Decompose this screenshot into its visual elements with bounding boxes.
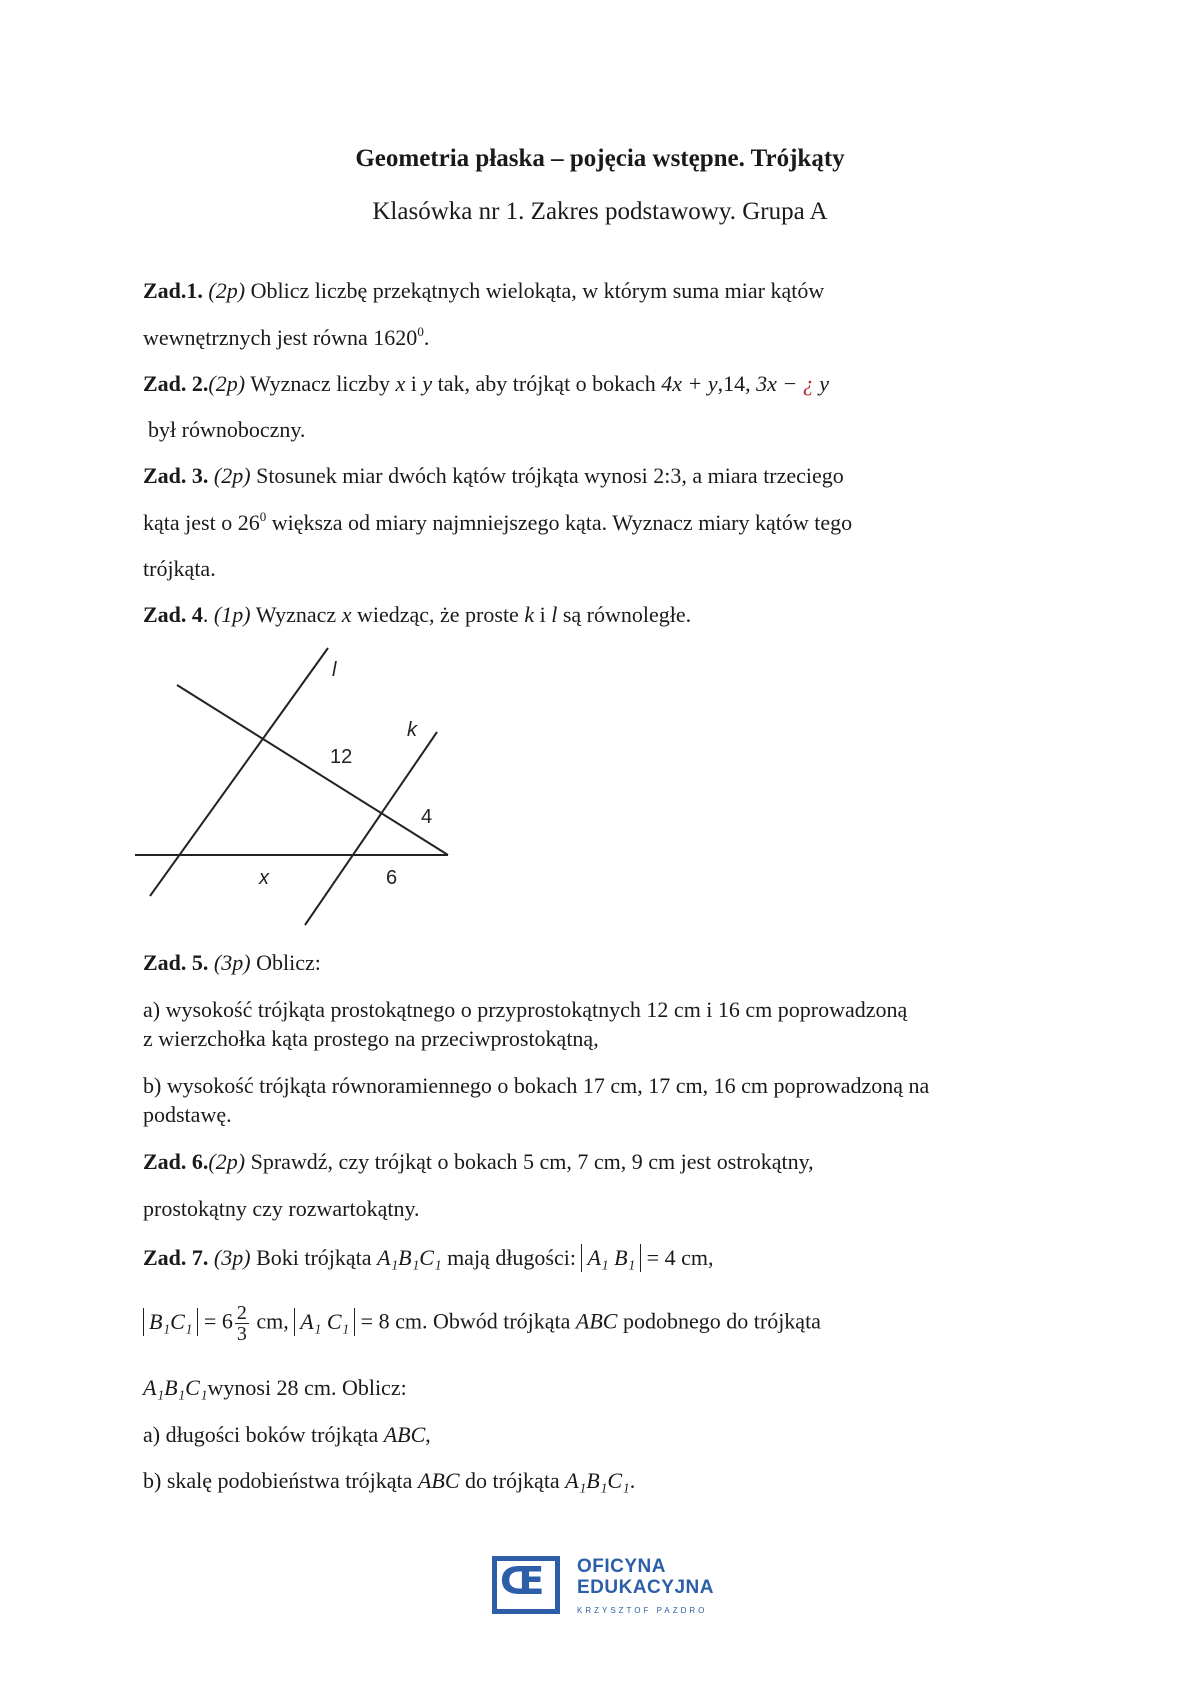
- page-subtitle: Klasówka nr 1. Zakres podstawowy. Grupa A: [372, 198, 828, 225]
- conj-i-4: i: [539, 602, 546, 627]
- task-7a-text: a) długości boków trójkąta: [143, 1422, 379, 1447]
- task-1-text: Oblicz liczbę przekątnych wielokąta, w którym suma miar kątów: [250, 278, 825, 303]
- transversal-line: [177, 685, 448, 855]
- task-3-line-2: [143, 510, 852, 536]
- var-l: l: [551, 602, 558, 627]
- task-7-text-e: wynosi 28 cm. Oblicz:: [207, 1375, 407, 1400]
- expr-3: y: [819, 371, 829, 396]
- task-4-points: (1p): [213, 602, 251, 627]
- task-7-text-d: podobnego do trójkąta: [622, 1308, 821, 1334]
- var-x-4: x: [341, 602, 352, 627]
- fraction-denominator: 3: [236, 1323, 247, 1345]
- task-6-text: Sprawdź, czy trójkąt o bokach 5 cm, 7 cm, 9 cm jest ostrokątny,: [250, 1149, 814, 1174]
- triangle-a1b1c1-3: A₁B₁C₁: [565, 1468, 630, 1493]
- task-7-text-a: Boki trójkąta: [256, 1245, 372, 1270]
- task-7b-text: b) skalę podobieństwa trójkąta: [143, 1468, 413, 1493]
- abs-b1c1: B₁C₁: [143, 1308, 198, 1336]
- task-6-points: (2p): [208, 1149, 246, 1174]
- fraction-numerator: 2: [236, 1302, 247, 1324]
- task-3-points: (2p): [213, 463, 251, 488]
- abs-a1c1: A₁ C₁: [294, 1308, 355, 1336]
- task-3-label: Zad. 3.: [143, 463, 209, 488]
- degree-sup-2: 0: [259, 509, 267, 524]
- task-3-text-b1: kąta jest o 26: [143, 510, 260, 535]
- task-3-line-1: [143, 463, 844, 489]
- task-1-points: (2p): [208, 278, 246, 303]
- expr-1: 4x + y: [661, 371, 718, 396]
- label-4: 4: [421, 806, 433, 828]
- task-5a-line-1: a) wysokość trójkąta prostokątnego o przyprostokątnych 12 cm i 16 cm poprowadzoną: [143, 997, 908, 1022]
- task-7-line-1: [143, 1244, 713, 1272]
- task-7a: [143, 1422, 431, 1448]
- triangle-abc-2: ABC: [383, 1422, 426, 1447]
- task-2-line-1: [143, 371, 829, 397]
- task-4-text-b: wiedząc, że proste: [356, 602, 519, 627]
- task-2-points: (2p): [208, 371, 246, 396]
- task-4-text-c: są równoległe.: [562, 602, 692, 627]
- task-5b-line-1: b) wysokość trójkąta równoramiennego o bokach 17 cm, 17 cm, 16 cm poprowadzoną na: [143, 1073, 930, 1098]
- logo-line-1: OFICYNA: [577, 1556, 666, 1577]
- logo-mark-icon: Œ: [500, 1559, 545, 1603]
- task-5b-line-2: podstawę.: [143, 1102, 232, 1127]
- expr-sep: ,14,: [717, 371, 751, 396]
- triangle-a1b1c1: A₁B₁C₁: [377, 1245, 442, 1270]
- triangle-abc-3: ABC: [417, 1468, 460, 1493]
- task-5-text: Oblicz:: [256, 950, 321, 975]
- task-7-text-b: mają długości:: [447, 1245, 576, 1270]
- task-7-line-2: [143, 1303, 821, 1344]
- task-7-line-3: [143, 1375, 407, 1401]
- task-7b: [143, 1468, 635, 1494]
- fraction-two-thirds: [235, 1303, 249, 1344]
- task-1-label: Zad.1.: [143, 278, 203, 303]
- task-6-line-2: prostokątny czy rozwartokątny.: [143, 1196, 420, 1221]
- line-l: [150, 648, 328, 896]
- triangle-a1b1c1-2: A₁B₁C₁: [143, 1375, 208, 1400]
- b1c1-eq: = 6: [203, 1308, 233, 1334]
- task-7a-end: ,: [425, 1422, 431, 1447]
- task-7b-mid: do trójkąta: [465, 1468, 560, 1493]
- a1b1-value: = 4 cm,: [646, 1245, 714, 1270]
- task-2-label: Zad. 2.: [143, 371, 209, 396]
- logo-line-2: EDUKACYJNA: [577, 1577, 714, 1598]
- triangle-abc: ABC: [575, 1308, 618, 1334]
- task-7-text-c: Obwód trójkąta: [432, 1308, 571, 1334]
- broken-glyph: ¿: [802, 371, 814, 396]
- task-2-text-b: tak, aby trójkąt o bokach: [437, 371, 656, 396]
- expr-2: 3x −: [756, 371, 798, 396]
- task-7b-end: .: [629, 1468, 636, 1493]
- page-title: Geometria płaska – pojęcia wstępne. Trójkąty: [355, 145, 845, 172]
- task-4-dot: .: [202, 602, 209, 627]
- var-k: k: [524, 602, 535, 627]
- var-y: y: [422, 371, 433, 396]
- task-1-text-2: wewnętrznych jest równa 1620: [143, 325, 418, 350]
- task-2-line-2: był równoboczny.: [148, 417, 306, 442]
- parallel-lines-figure: [135, 640, 465, 930]
- task-1-line-2: [143, 325, 429, 351]
- task-6-line-1: [143, 1149, 814, 1175]
- task-3-text-b2: większa od miary najmniejszego kąta. Wyznacz miary kątów tego: [271, 510, 853, 535]
- publisher-logo: [492, 1556, 732, 1628]
- a1c1-value: = 8 cm.: [360, 1308, 428, 1334]
- task-5-label: Zad. 5.: [143, 950, 209, 975]
- task-6-label: Zad. 6.: [143, 1149, 209, 1174]
- task-4-line-1: [143, 602, 691, 628]
- degree-sup: 0: [417, 324, 424, 339]
- conj-i: i: [410, 371, 417, 396]
- label-k: k: [407, 719, 417, 741]
- task-3-text: Stosunek miar dwóch kątów trójkąta wynosi 2:3, a miara trzeciego: [256, 463, 844, 488]
- b1c1-unit: cm,: [256, 1308, 289, 1334]
- var-x: x: [395, 371, 406, 396]
- task-3-line-3: trójkąta.: [143, 556, 216, 581]
- logo-line-3: KRZYSZTOF PAZDRO: [577, 1606, 708, 1615]
- label-6: 6: [386, 867, 398, 889]
- task-7-label: Zad. 7.: [143, 1245, 209, 1270]
- label-12: 12: [330, 746, 353, 768]
- task-2-text: Wyznacz liczby: [250, 371, 390, 396]
- label-x: x: [259, 867, 269, 889]
- label-l: l: [332, 659, 337, 681]
- abs-a1b1: A₁ B₁: [581, 1244, 641, 1272]
- task-1-end: .: [423, 325, 430, 350]
- task-4-text-a: Wyznacz: [255, 602, 337, 627]
- task-5-line-1: [143, 950, 321, 976]
- task-1-line-1: [143, 278, 824, 304]
- line-k: [305, 732, 437, 925]
- task-5-points: (3p): [213, 950, 251, 975]
- task-7-points: (3p): [213, 1245, 251, 1270]
- task-5a-line-2: z wierzchołka kąta prostego na przeciwprostokątną,: [143, 1026, 599, 1051]
- task-4-label: Zad. 4: [143, 602, 203, 627]
